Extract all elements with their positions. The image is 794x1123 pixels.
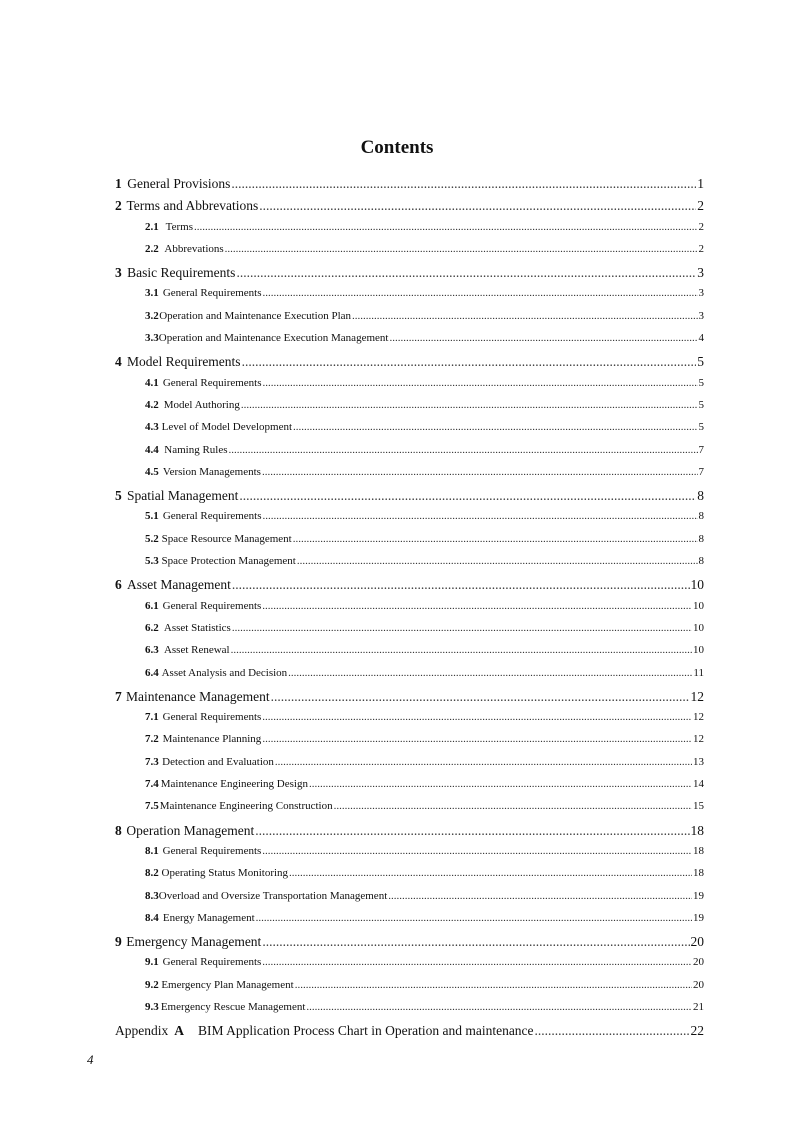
toc-entry-number: 7: [115, 688, 122, 704]
toc-entry-label: Space Resource Management: [161, 532, 292, 545]
toc-entry-number: 2: [115, 198, 122, 214]
toc-entry-number: 4.1: [145, 376, 159, 389]
dot-leader: [241, 399, 698, 411]
toc-entry-number: 5.1: [145, 510, 159, 523]
toc-entry-label: Energy Management: [162, 911, 255, 924]
toc-entry-8-3[interactable]: [115, 890, 704, 912]
toc-entry-6-2[interactable]: [115, 622, 704, 644]
toc-entry-number: 6.1: [145, 599, 159, 612]
toc-entry-label: Terms: [165, 220, 194, 233]
dot-leader: [236, 265, 696, 281]
toc-entry-7-2[interactable]: [115, 733, 704, 755]
dot-leader: [259, 198, 696, 214]
toc-entry-page: 13: [693, 755, 704, 768]
toc-entry-label: General Requirements: [162, 844, 262, 857]
toc-entry-2-1[interactable]: [115, 221, 704, 243]
toc-entry-3-3[interactable]: [115, 332, 704, 354]
toc-entry-number: 3.2: [145, 309, 159, 322]
toc-entry-page: 2: [698, 242, 704, 255]
dot-leader: [229, 444, 698, 456]
dot-leader: [225, 243, 698, 255]
toc-entry-label: Version Managements: [162, 465, 261, 478]
toc-entry-number: 4.2: [145, 398, 159, 411]
toc-entry-number: 8.1: [145, 844, 159, 857]
dot-leader: [295, 979, 692, 991]
dot-leader: [388, 890, 692, 902]
dot-leader: [309, 778, 692, 790]
toc-entry-number: 6: [115, 577, 122, 593]
toc-entry-label: Model Authoring: [163, 398, 240, 411]
toc-entry-4[interactable]: [115, 354, 704, 376]
toc-entry-3-2[interactable]: [115, 310, 704, 332]
table-of-contents: [115, 176, 704, 1046]
toc-entry-label: Detection and Evaluation: [162, 755, 274, 768]
dot-leader: [352, 310, 697, 322]
toc-entry-page: 4: [698, 332, 704, 345]
toc-entry-number: 7.4: [145, 778, 159, 791]
toc-entry-number: 6.3: [145, 644, 159, 657]
toc-entry-page: 14: [693, 778, 704, 791]
toc-entry-8-1[interactable]: [115, 845, 704, 867]
footer-page-number: 4: [87, 1052, 94, 1067]
dot-leader: [231, 644, 692, 656]
toc-entry-8-2[interactable]: [115, 867, 704, 889]
toc-entry-number: 5.3: [145, 555, 159, 568]
toc-entry-label: Space Protection Management: [161, 555, 296, 568]
dot-leader: [262, 934, 689, 950]
toc-entry-number: 5: [115, 488, 122, 504]
dot-leader: [263, 287, 698, 299]
toc-entry-page: 10: [693, 599, 704, 612]
toc-entry-7-5[interactable]: [115, 800, 704, 822]
toc-entry-4-5[interactable]: [115, 466, 704, 488]
dot-leader: [262, 600, 692, 612]
toc-entry-8[interactable]: [115, 823, 704, 845]
dot-leader: [231, 176, 696, 192]
toc-entry-number: 4.4: [145, 443, 159, 456]
toc-entry-number: 9.3: [145, 1000, 159, 1013]
toc-entry-2-2[interactable]: [115, 243, 704, 265]
toc-entry-label: Maintenance Engineering Design: [160, 778, 308, 791]
toc-entry-label: General Requirements: [162, 711, 262, 724]
toc-entry-label: Asset Renewal: [163, 644, 230, 657]
toc-entry-number: 8.3: [145, 889, 159, 902]
toc-entry-6-3[interactable]: [115, 644, 704, 666]
dot-leader: [262, 466, 698, 478]
toc-entry-number: 7.1: [145, 711, 159, 724]
toc-entry-4-4[interactable]: [115, 444, 704, 466]
toc-entry-label: General Requirements: [162, 599, 262, 612]
dot-leader: [262, 733, 692, 745]
toc-entry-4-2[interactable]: [115, 399, 704, 421]
toc-entry-label: Model Requirements: [126, 354, 241, 370]
toc-entry-page: 3: [698, 309, 704, 322]
toc-entry-number: 9.1: [145, 956, 159, 969]
toc-entry-number: 4: [115, 354, 122, 370]
toc-entry-number: 7.2: [145, 733, 159, 746]
toc-entry-number: 2.2: [145, 242, 159, 255]
dot-leader: [262, 845, 692, 857]
toc-entry-number: 7.5: [145, 800, 159, 813]
toc-entry-label: Maintenance Management: [126, 688, 270, 704]
toc-entry-4-1[interactable]: [115, 377, 704, 399]
toc-entry-6-4[interactable]: [115, 667, 704, 689]
toc-entry-label: General Requirements: [162, 287, 262, 300]
appendix-letter: A: [174, 1023, 184, 1039]
toc-entry-7[interactable]: [115, 689, 704, 711]
toc-entry-label: Abbrevations: [164, 242, 224, 255]
toc-entry-label: Asset Management: [127, 577, 231, 593]
toc-entry-page: 3: [698, 287, 704, 300]
toc-entry-label: Maintenance Engineering Construction: [159, 800, 333, 813]
toc-entry-page: 10: [690, 577, 704, 593]
dot-leader: [306, 1001, 692, 1013]
toc-entry-1[interactable]: [115, 176, 704, 198]
toc-entry-page: 22: [690, 1023, 704, 1039]
dot-leader: [293, 421, 697, 433]
toc-entry-7-1[interactable]: [115, 711, 704, 733]
toc-entry-number: 9.2: [145, 978, 159, 991]
toc-entry-number: 4.3: [145, 421, 159, 434]
toc-entry-label: Operation and Maintenance Execution Plan: [159, 309, 352, 322]
toc-entry-6-1[interactable]: [115, 600, 704, 622]
toc-entry-page: 18: [693, 844, 704, 857]
toc-entry-label: Maintenance Planning: [162, 733, 262, 746]
toc-entry-page: 21: [693, 1000, 704, 1013]
toc-entry-label: Spatial Management: [127, 488, 239, 504]
toc-entry-label: Level of Model Development: [161, 421, 293, 434]
toc-entry-label: Asset Statistics: [163, 621, 231, 634]
toc-entry-page: 5: [697, 354, 704, 370]
toc-entry-5-3[interactable]: [115, 555, 704, 577]
toc-entry-label: Operation Management: [126, 822, 255, 838]
appendix-prefix: Appendix: [115, 1023, 169, 1039]
toc-entry-page: 19: [693, 911, 704, 924]
dot-leader: [271, 689, 690, 705]
toc-entry-number: 4.5: [145, 465, 159, 478]
toc-entry-number: 3: [115, 265, 122, 281]
dot-leader: [194, 221, 697, 233]
toc-entry-page: 15: [693, 800, 704, 813]
toc-entry-number: 1: [115, 176, 122, 191]
toc-entry-page: 7: [698, 443, 704, 456]
dot-leader: [232, 577, 690, 593]
toc-entry-label: Basic Requirements: [127, 265, 236, 281]
dot-leader: [262, 711, 692, 723]
dot-leader: [288, 667, 692, 679]
dot-leader: [334, 800, 692, 812]
dot-leader: [263, 377, 698, 389]
toc-entry-page: 12: [693, 711, 704, 724]
toc-entry-9-3[interactable]: [115, 1001, 704, 1023]
toc-entry-page: 20: [690, 934, 704, 950]
toc-entry-number: 3.1: [145, 287, 159, 300]
toc-entry-number: 8.2: [145, 867, 159, 880]
toc-entry-7-4[interactable]: [115, 778, 704, 800]
dot-leader: [293, 533, 698, 545]
toc-entry-number: 7.3: [145, 755, 159, 768]
toc-entry-7-3[interactable]: [115, 756, 704, 778]
toc-entry-number: 5.2: [145, 532, 159, 545]
toc-entry-label: General Requirements: [162, 376, 262, 389]
toc-entry-page: 3: [697, 265, 704, 281]
dot-leader: [262, 956, 692, 968]
toc-entry-3[interactable]: [115, 265, 704, 287]
toc-entry-page: 18: [693, 867, 704, 880]
toc-entry-label: Naming Rules: [164, 443, 228, 456]
toc-entry-label: General Requirements: [162, 956, 262, 969]
toc-entry-page: 5: [698, 398, 704, 411]
dot-leader: [289, 867, 692, 879]
toc-entry-page: 7: [698, 465, 704, 478]
toc-entry-page: 18: [690, 822, 704, 838]
toc-entry-page: 2: [698, 220, 704, 233]
toc-entry-page: 2: [697, 198, 704, 214]
dot-leader: [242, 354, 697, 370]
toc-entry-label: General Requirements: [162, 510, 262, 523]
toc-entry-number: 8.4: [145, 911, 159, 924]
toc-entry-page: 8: [697, 488, 704, 504]
toc-entry-label: Emergency Management: [126, 934, 262, 950]
dot-leader: [255, 823, 689, 839]
toc-entry-page: 8: [698, 555, 704, 568]
toc-entry-label: Operating Status Monitoring: [161, 867, 289, 880]
toc-entry-5-1[interactable]: [115, 510, 704, 532]
toc-entry-page: 10: [693, 621, 704, 634]
toc-entry-page: 20: [693, 956, 704, 969]
toc-entry-label: Emergency Plan Management: [161, 978, 294, 991]
toc-entry-4-3[interactable]: [115, 421, 704, 443]
toc-entry-page: 5: [698, 376, 704, 389]
toc-entry-9-2[interactable]: [115, 979, 704, 1001]
toc-entry-page: 5: [698, 421, 704, 434]
toc-entry-label: Overload and Oversize Transportation Management: [158, 889, 388, 902]
toc-entry-8-4[interactable]: [115, 912, 704, 934]
toc-entry-label: Operation and Maintenance Execution Management: [158, 332, 389, 345]
dot-leader: [256, 912, 692, 924]
toc-entry-page: 19: [693, 889, 704, 902]
toc-entry-number: 6.4: [145, 666, 159, 679]
toc-entry-number: 6.2: [145, 621, 159, 634]
toc-entry-2[interactable]: [115, 198, 704, 220]
toc-entry-number: 2.1: [145, 220, 159, 233]
toc-entry-page: 11: [693, 666, 704, 679]
toc-entry-page: 12: [690, 688, 704, 704]
toc-entry-page: 20: [693, 978, 704, 991]
toc-entry-appendix-a[interactable]: [115, 1023, 704, 1045]
toc-entry-9-1[interactable]: [115, 956, 704, 978]
dot-leader: [275, 756, 692, 768]
toc-entry-number: 9: [115, 934, 122, 950]
page-title: Contents: [360, 137, 434, 158]
toc-entry-page: 12: [693, 733, 704, 746]
toc-entry-page: 1: [697, 176, 704, 191]
dot-leader: [535, 1023, 690, 1039]
toc-entry-page: 8: [698, 510, 704, 523]
toc-entry-number: 8: [115, 822, 122, 838]
toc-entry-6[interactable]: [115, 577, 704, 599]
toc-entry-number: 3.3: [145, 332, 159, 345]
toc-entry-page: 10: [693, 644, 704, 657]
dot-leader: [263, 510, 698, 522]
toc-entry-label: Asset Analysis and Decision: [161, 666, 288, 679]
toc-entry-3-1[interactable]: [115, 287, 704, 309]
dot-leader: [297, 555, 698, 567]
toc-entry-5[interactable]: [115, 488, 704, 510]
toc-entry-9[interactable]: [115, 934, 704, 956]
dot-leader: [232, 622, 692, 634]
toc-entry-label: General Provisions: [127, 176, 231, 191]
toc-entry-label: Emergency Rescue Management: [160, 1000, 306, 1013]
dot-leader: [239, 488, 696, 504]
dot-leader: [389, 332, 697, 344]
toc-entry-label: Terms and Abbrevations: [126, 198, 259, 214]
toc-entry-label: BIM Application Process Chart in Operation and maintenance: [198, 1023, 534, 1039]
toc-entry-page: 8: [698, 532, 704, 545]
toc-entry-5-2[interactable]: [115, 533, 704, 555]
